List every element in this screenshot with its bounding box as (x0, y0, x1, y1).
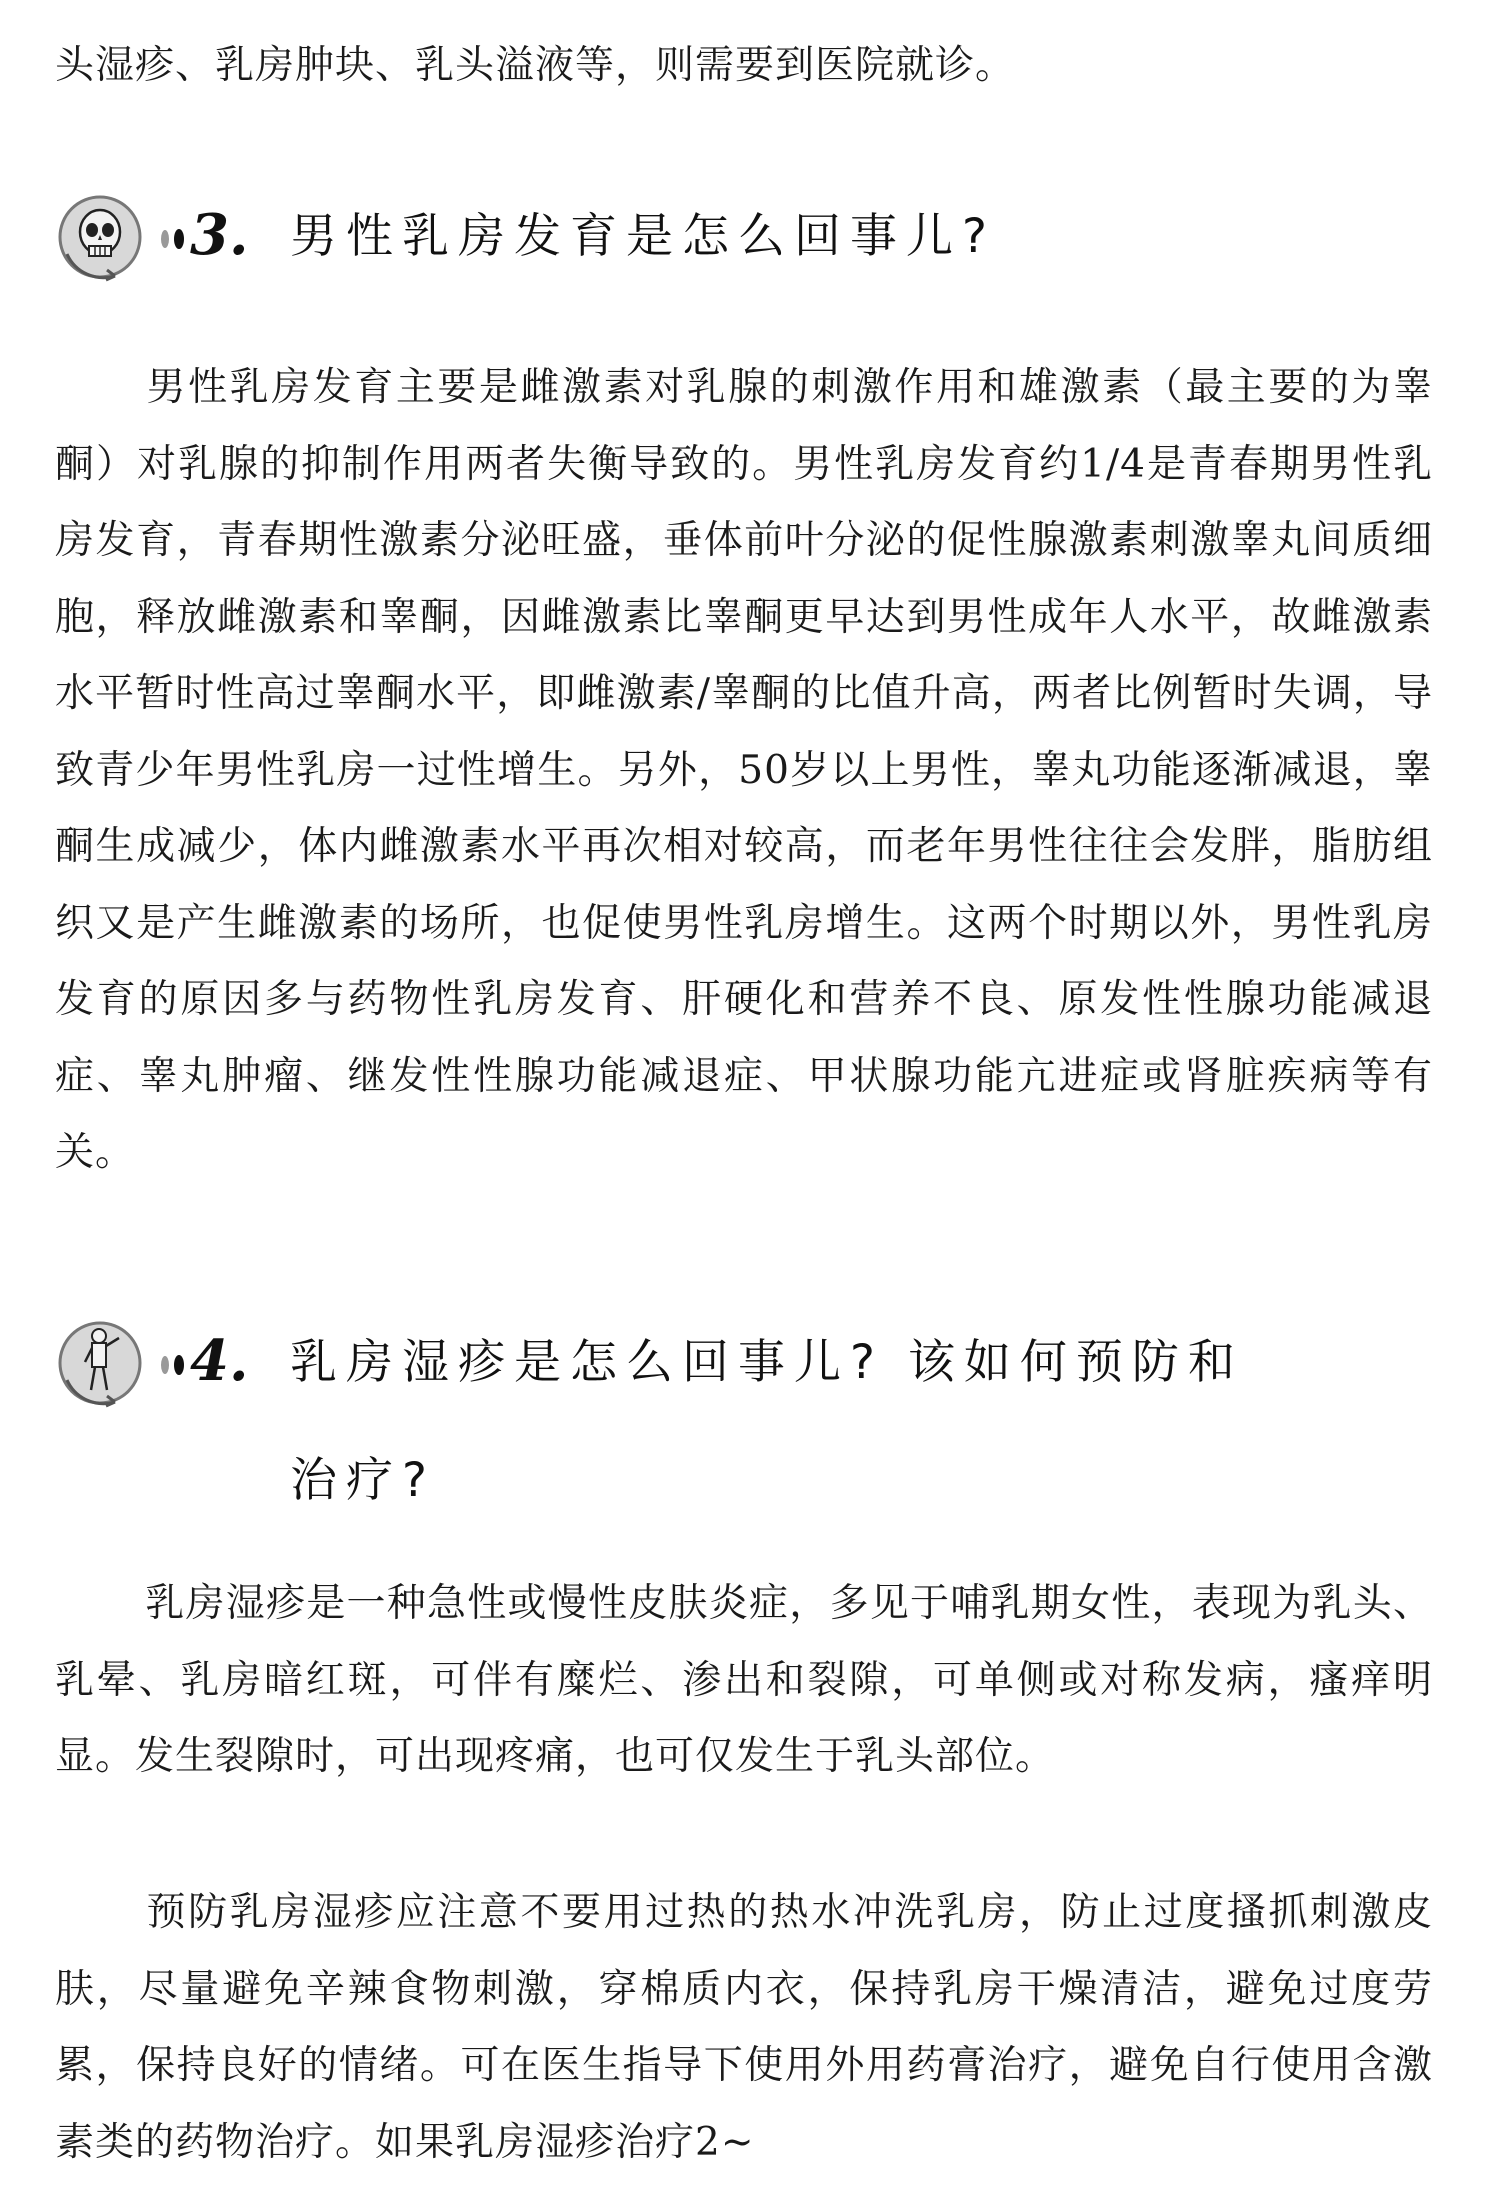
continuation-paragraph: 头湿疹、乳房肿块、乳头溢液等，则需要到医院就诊。 (55, 43, 1016, 88)
section-4-number: 4. (190, 1328, 249, 1394)
section-4-title-line-2: 治疗? (290, 1453, 436, 1508)
section-3-number: 3. (190, 202, 249, 268)
section-3-title: 男性乳房发育是怎么回事儿? (290, 209, 996, 264)
section-3-paragraph: 男性乳房发育主要是雌激素对乳腺的刺激作用和雄激素（最主要的为睾酮）对乳腺的抑制作用两者失衡导致的。男性乳房发育约1/4是青春期男性乳房发育，青春期性激素分泌旺盛，垂体前叶分泌的促性腺激素刺激睾丸间质细胞，释放雌激素和睾酮，因雌激素比睾酮更早达到男性成年人水平，故雌激素水平暂时性高过睾酮水平，即雌激素/睾酮的比值升高，两者比例暂时失调，导致青少年男性乳房一过性增生。另外，50岁以上男性，睾丸功能逐渐减退，睾酮生成减少，体内雌激素水平再次相对较高，而老年男性往往会发胖，脂肪组织又是产生雌激素的场所，也促使男性乳房增生。这两个时期以外，男性乳房发育的原因多与药物性乳房发育、肝硬化和营养不良、原发性性腺功能减退症、睾丸肿瘤、继发性性腺功能减退症、甲状腺功能亢进症或肾脏疾病等有关。 (55, 365, 1433, 1175)
figure-icon (55, 1318, 145, 1408)
section-3-heading (55, 192, 1455, 292)
section-4-paragraph-2: 预防乳房湿疹应注意不要用过热的热水冲洗乳房，防止过度搔抓刺激皮肤，尽量避免辛辣食物刺激，穿棉质内衣，保持乳房干燥清洁，避免过度劳累，保持良好的情绪。可在医生指导下使用外用药膏治疗，避免自行使用含激素类的药物治疗。如果乳房湿疹治疗2~ (55, 1890, 1433, 2165)
section-4-paragraph-1: 乳房湿疹是一种急性或慢性皮肤炎症，多见于哺乳期女性，表现为乳头、乳晕、乳房暗红斑，可伴有糜烂、渗出和裂隙，可单侧或对称发病，瘙痒明显。发生裂隙时，可出现疼痛，也可仅发生于乳头部位。 (55, 1581, 1433, 1779)
section-4-title-line-1: 乳房湿疹是怎么回事儿? 该如何预防和 (290, 1335, 1244, 1390)
section-4-heading (55, 1318, 1455, 1528)
skull-icon (55, 192, 145, 282)
